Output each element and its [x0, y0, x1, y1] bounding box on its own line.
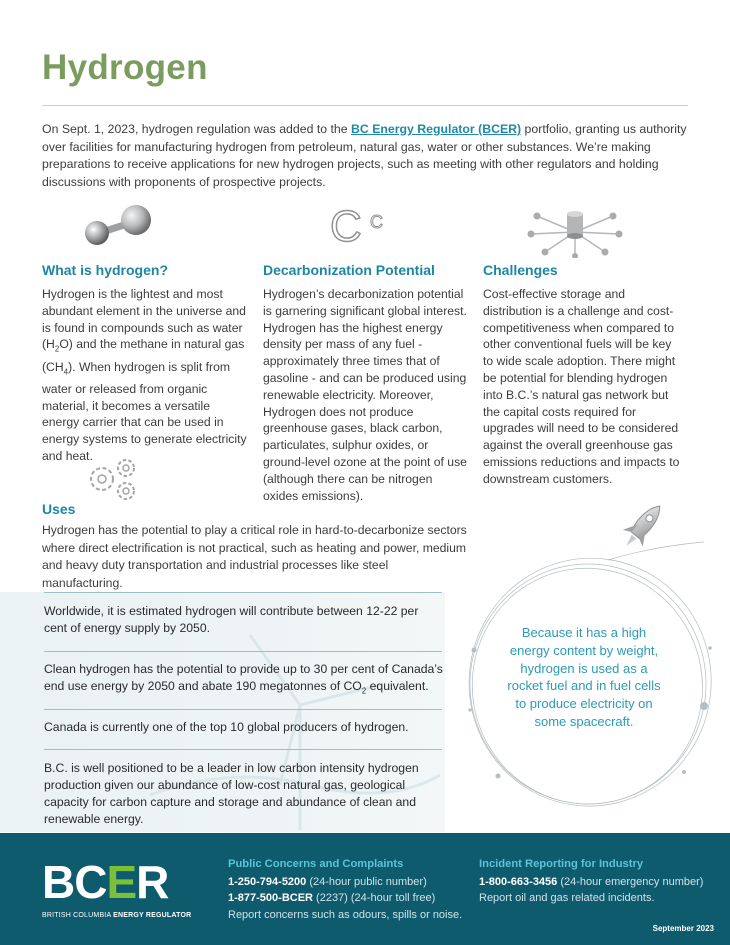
public-concerns-note: Report concerns such as odours, spills or noise. [228, 909, 463, 921]
intro-text-after: portfolio, granting us authority over facilities for manufacturing hydrogen from petroleum, natural gas, water or other substances. We’re making preparations to receive applications for new hydrogen projects, such as meeting with other regulators and holding discussions with proponents of prospective projects. [42, 122, 687, 189]
public-phone-2 [228, 892, 435, 904]
bcer-sub-b: ENERGY REGULATOR [113, 912, 192, 919]
uses-heading: Uses [42, 501, 76, 517]
page-title: Hydrogen [42, 48, 208, 87]
uses-text: Hydrogen has the potential to play a critical role in hard-to-decarbonize sectors where direct electrification is not practical, such as heating and power, medium and heavy duty transportation and industrial processes like steel manufacturing. [42, 523, 467, 590]
incident-phone [479, 876, 703, 888]
carbon-small-letter: C [370, 212, 383, 232]
fact-2-text-a: Clean hydrogen has the potential to provide up to 30 per cent of Canada’s end use energy by 2050 and abate 190 megatonnes of CO [44, 662, 443, 693]
public-phone-1-note: (24-hour public number) [306, 876, 427, 888]
what-text-3: ). When hydrogen is split from water or released from organic material, it becomes a versatile energy carrier that can be used in energy systems to generate electricity and heat. [42, 359, 247, 464]
bcer-logo-e: E [106, 856, 137, 908]
fact-3: Canada is currently one of the top 10 global producers of hydrogen. [44, 720, 409, 734]
challenges-text: Cost-effective storage and distribution is a challenge and cost-competitiveness when compared to other conventional fuels will be key to wide scale adoption. There might be potential for blending hydrogen into B.C.’s natural gas network but the capital costs required for upgrades will need to be considered against the overall greenhouse gas emissions reductions and impacts to downstream customers. [483, 287, 680, 486]
what-text [42, 286, 247, 465]
intro-text-before: On Sept. 1, 2023, hydrogen regulation was added to the [42, 122, 352, 136]
bcer-logo-bc: BC [42, 856, 107, 908]
incident-phone-number[interactable]: 1-800-663-3456 [479, 876, 558, 888]
gears-icon [84, 455, 142, 503]
fact-2-text-b: equivalent. [366, 679, 429, 693]
fact-divider [44, 592, 442, 593]
incident-note: Report oil and gas related incidents. [479, 892, 655, 904]
fact-divider [44, 651, 442, 652]
incident-heading: Incident Reporting for Industry [479, 858, 644, 870]
bcer-sub-a: BRITISH COLUMBIA [42, 912, 114, 919]
public-phone-2-note: (2237) (24-hour toll free) [312, 892, 436, 904]
challenges-heading: Challenges [483, 262, 558, 278]
bcer-logo-r: R [136, 856, 169, 908]
rocket-fuel-quote: Because it has a high energy content by weight, hydrogen is used as a rocket fuel and in fuel cells to produce electricity on some spacecraft. [507, 625, 661, 729]
what-heading: What is hydrogen? [42, 262, 168, 278]
incident-phone-note: (24-hour emergency number) [557, 876, 704, 888]
carbon-big-letter: C [330, 202, 362, 251]
decarb-text: Hydrogen’s decarbonization potential is garnering significant global interest. Hydrogen has the highest energy density per mass of any fuel - approximately three times that of gasoline - and can be produced using renewable electricity. Moreover, Hydrogen does not produce greenhouse gases, black carbon, particulates, sulphur oxides, or ground-level ozone at the point of use (although there can be nitrogen oxides emissions). [263, 287, 467, 503]
molecule-icon [80, 203, 155, 248]
what-text-2: O) and the methane in natural gas (CH [42, 337, 245, 374]
public-concerns-heading: Public Concerns and Complaints [228, 858, 404, 870]
fact-divider [44, 709, 442, 710]
public-phone-1 [228, 876, 427, 888]
carbon-symbol-icon [330, 202, 390, 252]
bcer-link[interactable]: BC Energy Regulator (BCER) [351, 122, 522, 136]
bcer-logo [42, 858, 168, 906]
title-divider [42, 105, 688, 106]
what-sub-1: 2 [54, 344, 60, 354]
public-phone-1-number[interactable]: 1-250-794-5200 [228, 876, 307, 888]
storage-network-icon [527, 208, 623, 258]
fact-2 [44, 661, 444, 699]
bcer-logo-subtitle [42, 912, 191, 919]
fact-1: Worldwide, it is estimated hydrogen will contribute between 12-22 per cent of energy supply by 2050. [44, 604, 419, 635]
intro-paragraph [42, 121, 690, 191]
fact-divider [44, 749, 442, 750]
fact-2-sub: 2 [361, 686, 367, 696]
fact-4: B.C. is well positioned to be a leader in low carbon intensity hydrogen production given our abundance of low-cost natural gas, geological capacity for carbon capture and storage and abundance of clean and renewable energy. [44, 761, 419, 826]
what-text-1: Hydrogen is the lightest and most abundant element in the universe and is found in compounds such as water (H [42, 287, 246, 352]
decarb-heading: Decarbonization Potential [263, 262, 435, 278]
what-sub-2: 4 [63, 367, 69, 377]
public-phone-2-number[interactable]: 1-877-500-BCER [228, 892, 313, 904]
publication-date: September 2023 [652, 924, 714, 933]
